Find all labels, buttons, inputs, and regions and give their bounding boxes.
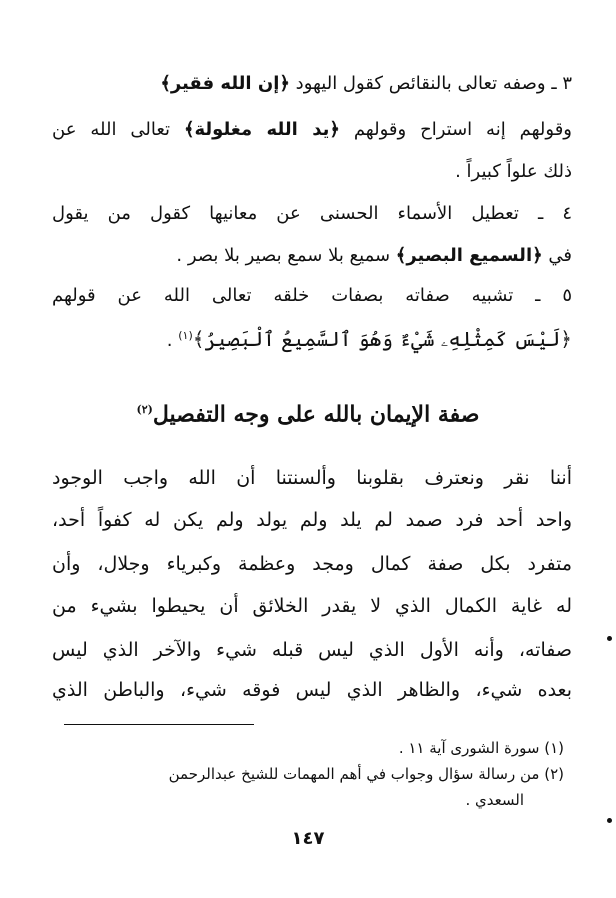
item5-quran-verse: ﴿لَيْسَ كَمِثْلِهِۦ شَيْءٌ وَهُوَ ٱلسَّمِيعُ ٱلْبَصِيرُ﴾ (192, 327, 572, 351)
footnote-1: (١) سورة الشورى آية ١١ . (398, 739, 564, 757)
item4-line1-text: ٤ ـ تعطيل الأسماء الحسنى عن معانيها كقول من يقول (52, 203, 572, 224)
body-line-3: متفرد بكل صفة كمال ومجد وعظمة وكبرياء وجلال، وأن (52, 553, 572, 575)
item4-line2-text2: سميع بلا سمع بصير بلا بصر . (176, 245, 396, 266)
footnote-2-line1: (٢) من رسالة سؤال وجواب في أهم المهمات للشيخ عبدالرحمن (168, 765, 564, 783)
item3-line2-text1: وقولهم إنه استراح وقولهم (339, 119, 572, 140)
item3-quote: ﴿إن الله فقير﴾ (160, 73, 290, 94)
body-line-5: صفاته، وأنه الأول الذي ليس قبله شيء والآخر الذي ليس (52, 639, 572, 661)
item3-line1-text: ٣ ـ وصفه تعالى بالنقائص كقول اليهود (289, 73, 572, 94)
body-line-6: بعده شيء، والظاهر الذي ليس فوقه شيء، والباطن الذي (52, 679, 572, 701)
item3-line3-text: ذلك علواً كبيراً . (455, 161, 572, 182)
footnote-ref-1: (١) (178, 329, 193, 342)
body-line-4: له غاية الكمال الذي لا يقدر الخلائق أن يحيطوا بشيء من (52, 595, 572, 617)
item5-line2-end: . (166, 330, 179, 351)
item3-line3 (52, 152, 572, 192)
page-number: ١٤٧ (291, 828, 325, 849)
body-line-1: أننا نقر ونعترف بقلوبنا وألسنتنا أن الله واجب الوجود (52, 467, 572, 489)
item5-line2 (52, 316, 572, 361)
margin-mark (607, 818, 612, 823)
item5-line1-text: ٥ ـ تشبيه صفاته بصفات خلقه تعالى الله عن قولهم (52, 285, 572, 306)
footnote-ref-2: (٢) (136, 403, 153, 416)
section-heading-title: صفة الإيمان بالله على وجه التفصيل (152, 401, 480, 428)
item3-quote2: ﴿يد الله مغلولة﴾ (183, 119, 340, 140)
item3-line2 (52, 110, 572, 150)
item3-line1 (52, 64, 572, 104)
item5-line1 (52, 276, 572, 316)
footnote-separator (64, 724, 254, 725)
item4-line2-text1: في (542, 245, 572, 266)
footnote-2-line2: السعدي . (465, 791, 524, 809)
margin-mark (607, 636, 612, 641)
item4-line2 (52, 236, 572, 276)
body-line-2: واحد أحد فرد صمد لم يلد ولم يولد ولم يكن له كفواً أحد، (52, 509, 572, 531)
item4-line1 (52, 194, 572, 234)
item3-line2-text2: تعالى الله عن (52, 119, 184, 140)
section-heading (0, 390, 616, 434)
item4-quote: ﴿السميع البصير﴾ (395, 245, 543, 266)
